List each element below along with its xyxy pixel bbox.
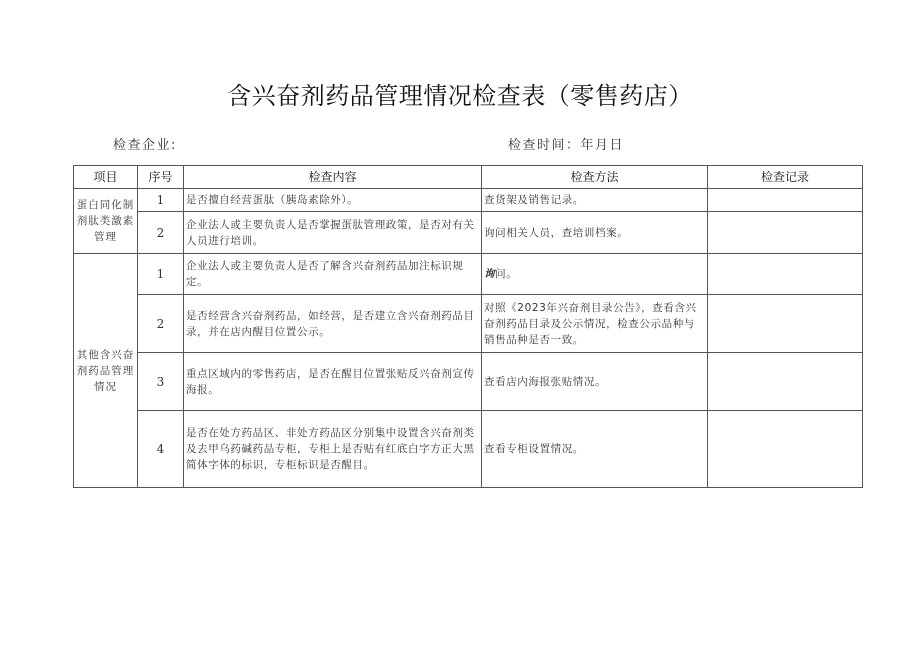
table-row: [74, 254, 863, 295]
method-lead-text: 询: [484, 268, 496, 280]
row-number: 2: [138, 295, 184, 353]
inspection-method: [482, 254, 708, 295]
inspection-content: 企业法人或主要负责人是否掌握蛋肽管理政策，是否对有关人员进行培训。: [184, 212, 482, 254]
header-category: 项目: [74, 166, 138, 189]
table-row: [74, 411, 863, 488]
row-number: 4: [138, 411, 184, 488]
table-row: [74, 189, 863, 212]
inspection-content: 企业法人或主要负责人是否了解含兴奋剂药品加注标识规定。: [184, 254, 482, 295]
inspection-time-label: 检查时间：年月日: [508, 138, 625, 153]
inspection-record[interactable]: [708, 254, 863, 295]
category-cell: 蛋白同化制剂肽类激素管理: [74, 189, 138, 254]
row-number: 1: [138, 189, 184, 212]
method-text: 问。: [495, 268, 518, 280]
inspection-method: 查看专柜设置情况。: [482, 411, 708, 488]
inspection-content: 是否在处方药品区、非处方药品区分别集中设置含兴奋剂类及去甲乌药碱药品专柜，专柜上是否贴有红底白字方正大黑简体字体的标识，专柜标识是否醒目。: [184, 411, 482, 488]
table-row: [74, 212, 863, 254]
table-row: [74, 353, 863, 411]
inspected-company-label: 检查企业:: [113, 138, 177, 153]
inspection-method: 询问相关人员，查培训档案。: [482, 212, 708, 254]
inspection-record[interactable]: [708, 212, 863, 254]
header-number: 序号: [138, 166, 184, 189]
category-cell: 其他含兴奋剂药品管理情况: [74, 254, 138, 488]
row-number: 2: [138, 212, 184, 254]
table-row: [74, 295, 863, 353]
header-record: 检查记录: [708, 166, 863, 189]
inspection-method: 对照《2023年兴奋剂目录公告》，查看含兴奋剂药品目录及公示情况，检查公示品种与销售品种是否一致。: [482, 295, 708, 353]
inspection-record[interactable]: [708, 353, 863, 411]
inspection-method: 查货架及销售记录。: [482, 189, 708, 212]
header-method: 检查方法: [482, 166, 708, 189]
inspection-record[interactable]: [708, 189, 863, 212]
inspection-record[interactable]: [708, 411, 863, 488]
inspection-content: 重点区域内的零售药店，是否在醒目位置张贴反兴奋剂宣传海报。: [184, 353, 482, 411]
row-number: 3: [138, 353, 184, 411]
row-number: 1: [138, 254, 184, 295]
inspection-content: 是否经营含兴奋剂药品，如经营，是否建立含兴奋剂药品目录，并在店内醒目位置公示。: [184, 295, 482, 353]
inspection-table: [73, 165, 863, 488]
table-header-row: [74, 166, 863, 189]
page-title: 含兴奋剂药品管理情况检查表（零售药店）: [227, 82, 693, 110]
inspection-record[interactable]: [708, 295, 863, 353]
inspection-method: 查看店内海报张贴情况。: [482, 353, 708, 411]
header-content: 检查内容: [184, 166, 482, 189]
inspection-content: 是否擅自经营蛋肽（胰岛素除外）。: [184, 189, 482, 212]
